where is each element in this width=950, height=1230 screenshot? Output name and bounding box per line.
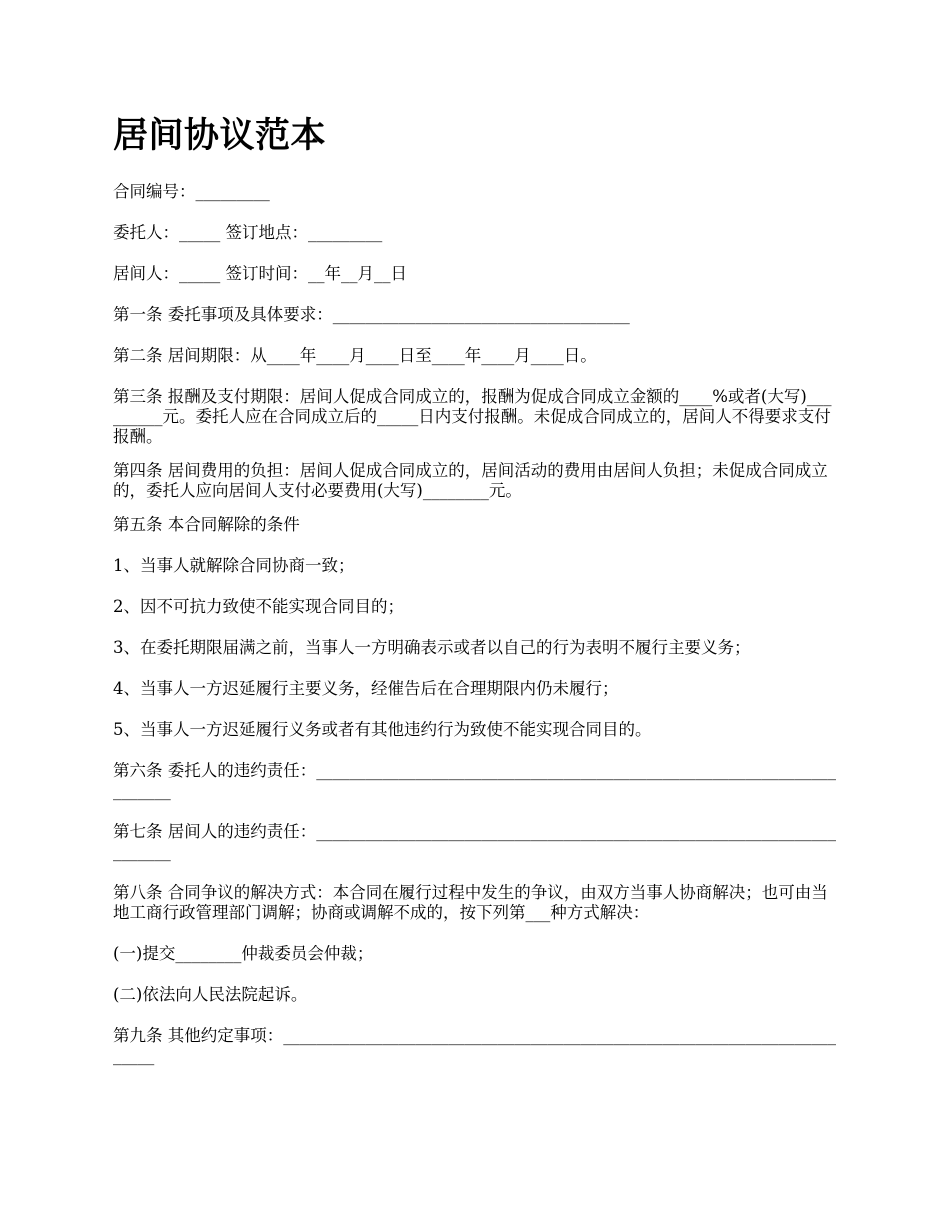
article-3: 第三条 报酬及支付期限：居间人促成合同成立的，报酬为促成合同成立金额的____%或者(大写)_________元。委托人应在合同成立后的_____日内支付报酬。未促成合同成立的，居间人不得要求支付报酬。 bbox=[113, 387, 832, 446]
broker-line: 居间人：_____ 签订时间：__年__月__日 bbox=[113, 264, 407, 283]
client-line: 委托人：_____ 签订地点：_________ bbox=[113, 223, 383, 242]
article-2: 第二条 居间期限：从____年____月____日至____年____月____日。 bbox=[113, 346, 597, 365]
article-6: 第六条 委托人的违约责任：______________________________________________________________________ bbox=[113, 761, 836, 800]
article-5-item-2: 2、因不可抗力致使不能实现合同目的； bbox=[113, 597, 404, 616]
article-8-option-1: (一)提交________仲裁委员会仲裁； bbox=[113, 944, 374, 963]
article-8: 第八条 合同争议的解决方式：本合同在履行过程中发生的争议，由双方当事人协商解决；也可由当地工商行政管理部门调解；协商或调解不成的，按下列第___种方式解决： bbox=[113, 883, 828, 922]
article-5-item-3: 3、在委托期限届满之前，当事人一方明确表示或者以自己的行为表明不履行主要义务； bbox=[113, 638, 751, 657]
article-8-option-2: (二)依法向人民法院起诉。 bbox=[113, 985, 308, 1004]
article-7: 第七条 居间人的违约责任：______________________________________________________________________ bbox=[113, 822, 836, 861]
document-page bbox=[113, 112, 838, 1087]
article-5-item-4: 4、当事人一方迟延履行主要义务，经催告后在合理期限内仍未履行； bbox=[113, 679, 619, 698]
article-4: 第四条 居间费用的负担：居间人促成合同成立的，居间活动的费用由居间人负担；未促成合同成立的，委托人应向居间人支付必要费用(大写)________元。 bbox=[113, 461, 828, 500]
document-title: 居间协议范本 bbox=[113, 115, 327, 156]
contract-number-line: 合同编号：_________ bbox=[113, 182, 270, 201]
article-9: 第九条 其他约定事项：________________________________________________________________________ bbox=[113, 1026, 836, 1065]
article-1: 第一条 委托事项及具体要求：____________________________________ bbox=[113, 305, 630, 324]
article-5: 第五条 本合同解除的条件 bbox=[113, 515, 300, 534]
article-5-item-5: 5、当事人一方迟延履行义务或者有其他违约行为致使不能实现合同目的。 bbox=[113, 720, 652, 739]
article-5-item-1: 1、当事人就解除合同协商一致； bbox=[113, 556, 355, 575]
